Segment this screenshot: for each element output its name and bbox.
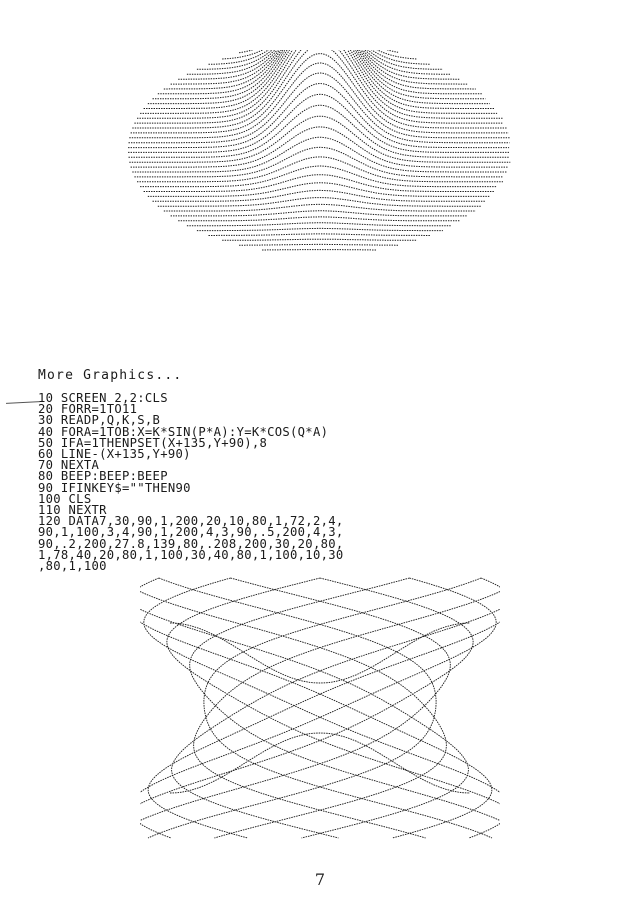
code-line: 40 FORA=1TOB:X=K*SIN(P*A):Y=K*COS(Q*A) [38, 424, 329, 439]
code-line: 60 LINE-(X+135,Y+90) [38, 447, 191, 462]
code-line: 90,1,100,3,4,90,1,200,4,3,90,.5,200,4,3, [38, 525, 344, 540]
surface-contour-lines [128, 50, 510, 255]
code-line: 50 IFA=1THENPSET(X+135,Y+90),8 [38, 435, 268, 450]
code-line: 70 NEXTA [38, 458, 100, 473]
gaussian-surface-plot [120, 50, 520, 360]
code-line: ,80,1,100 [38, 559, 107, 574]
lissajous-lattice-plot [140, 568, 500, 848]
basic-program-listing [38, 393, 344, 572]
pen-margin-mark [6, 401, 40, 404]
code-line: 20 FORR=1TO11 [38, 402, 138, 417]
code-line: 1,78,40,20,80,1,100,30,40,80,1,100,10,30 [38, 547, 344, 562]
lattice-curves [140, 578, 500, 838]
code-line: 80 BEEP:BEEP:BEEP [38, 469, 168, 484]
page-number: 7 [314, 870, 326, 889]
code-line: 90 IFINKEY$=""THEN90 [38, 480, 191, 495]
code-line: 10 SCREEN 2,2:CLS [38, 391, 168, 405]
code-line: 100 CLS [38, 491, 92, 506]
code-line: 120 DATA7,30,90,1,200,20,10,80,1,72,2,4, [38, 514, 344, 529]
code-line: 90,.2,200,27.8,139,80,.208,200,30,20,80, [38, 536, 344, 551]
section-heading: More Graphics... [38, 368, 183, 383]
code-line: 30 READP,Q,K,S,B [38, 413, 161, 428]
code-line: 110 NEXTR [38, 503, 107, 518]
